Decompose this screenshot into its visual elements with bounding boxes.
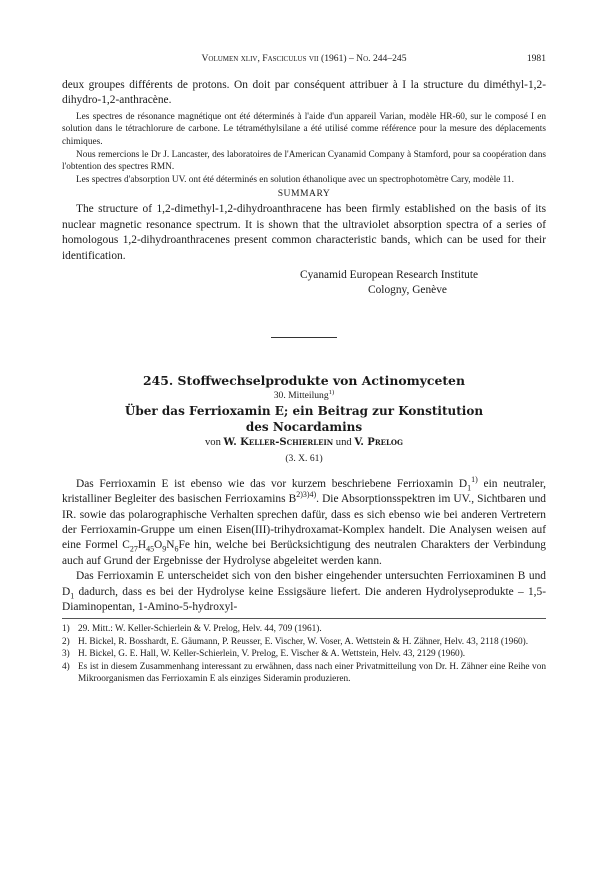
footnote-text: 29. Mitt.: W. Keller-Schierlein & V. Prelog, Helv. 44, 709 (1961). [78,624,322,635]
series-footnote-ref: 1) [328,388,335,396]
article-subtitle-line1: Über das Ferrioxamin E; ein Beitrag zur Konstitution [124,403,484,418]
affiliation [300,268,546,299]
footnote-number: 3) [62,649,70,660]
p2-part-b: dadurch, dass es bei der Hydrolyse keine Essigsäure liefert. Die anderen Hydrolyseprodukte – 1,5-Diaminopentan, 1-Amino-5-hydroxyl- [62,585,546,614]
article-subtitle-line2: des Nocardamins [245,419,363,434]
nmr-note: Les spectres de résonance magnétique ont été déterminés à l'aide d'un appareil Varian, modèle HR-60, sur le composé I en solution dans le tétrachlorure de carbone. Le tétraméthylsilane a été utilisé comme référence pour la mesure des déplacements chimiques. [62,111,546,147]
p1-ref-2: 2)3)4) [296,490,317,500]
running-head [62,52,546,66]
page-number: 1981 [526,53,546,64]
footnote-text: Es ist in diesem Zusammenhang interessant zu erwähnen, dass nach einer Privatmitteilung von Dr. H. Zähner eine Reihe von Mikroorganismen das Ferrioxamin E als einziges Sideramin produzieren. [78,661,546,685]
summary-text: The structure of 1,2-dimethyl-1,2-dihydroanthracene has been firmly established on the basis of its nuclear magnetic resonance spectrum. It is shown that the ultraviolet absorption spectra of a series of homologous 1,2-dihydroanthracenes present common characteristic bands, which can be used for their identification. [62,203,546,262]
formula-n: 6 [174,544,179,554]
p1-part-c: . Die Absorptionsspektren im UV., Sichtbaren und IR. sowie das polarographische Verhalten sprechen dafür, dass es sich ebenso wie bei anderen Vertretern der Ferrioxamin-Gruppe um einen Eisen(III)-trihydroxamat-Komplex handelt. Die Analysen weisen auf eine Formel C [62,493,546,552]
continued-paragraph: deux groupes différents de protons. On doit par conséquent attribuer à I la structure du diméthyl-1,2-dihydro-1,2-anthracène. [62,79,546,107]
author-2: V. Prelog [354,436,403,448]
affiliation-institute: Cyanamid European Research Institute [300,269,479,281]
footnote [62,648,546,660]
formula-fe: Fe [178,539,190,552]
author-1: W. Keller-Schierlein [223,436,334,448]
byline [62,435,546,451]
body-paragraph-1 [62,477,546,569]
footnote [62,661,546,686]
footnote [62,636,546,648]
formula-o-label: O [154,539,163,552]
byline-und: und [335,436,352,448]
footnote [62,623,546,635]
footnote-number: 4) [62,661,70,672]
p1-part-b: ein neutraler, kristalliner Begleiter des basischen Ferrioxamins B [62,477,547,506]
uv-note: Les spectres d'absorption UV. ont été déterminés en solution éthanolique avec un spectrophotomètre Cary, modèle 11. [76,174,514,185]
article-title: 245. Stoffwechselprodukte von Actinomyceten [143,372,465,388]
section-divider [271,337,337,338]
formula-n-label: N [166,539,175,552]
formula-h: 45 [146,544,155,554]
series-number [62,389,546,403]
footnote-rule [62,618,546,619]
body-paragraph-2 [62,569,546,615]
footnote-text: H. Bickel, G. E. Hall, W. Keller-Schierlein, V. Prelog, E. Vischer & A. Wettstein, Helv. 43, 2129 (1960). [78,649,466,660]
page [62,52,546,686]
byline-von: von [205,436,221,448]
summary-heading: SUMMARY [277,188,331,200]
footnote-text: H. Bickel, R. Bosshardt, E. Gäumann, P. Reusser, E. Vischer, W. Voser, A. Wettstein & H. Zähner, Helv. 43, 2118 (1960). [78,636,529,647]
series-label: 30. Mitteilung [273,389,329,401]
footnote-number: 1) [62,624,70,635]
p1-ref-1: 1) [471,475,478,485]
acknowledgement: Nous remercions le Dr J. Lancaster, des laboratoires de l'American Cyanamid Company à Stamford, pour sa coopération dans l'obtention des spectres RMN. [62,149,546,173]
formula-c: 27 [129,544,138,554]
running-title: Volumen xliv, Fasciculus vii (1961) – No. 244–245 [201,53,407,64]
footnote-number: 2) [62,636,70,647]
p1-sub: 1 [467,483,472,493]
p1-part-a: Das Ferrioxamin E ist ebenso wie das vor kurzem beschriebene Ferrioxamin D [76,477,468,490]
p2-part-a: Das Ferrioxamin E unterscheidet sich von den bisher eingehender untersuchten Ferrioxaminen B und D [62,570,546,598]
p1-part-d: hin, welche bei Berücksichtigung des neutralen Charakters der Verbindung auch auf Grund der Ergebnisse der Hydrolyse abgeleitet werden kann. [62,539,546,567]
formula-h-label: H [137,539,147,552]
received-date: (3. X. 61) [285,452,323,464]
affiliation-city: Cologny, Genève [368,284,447,297]
footnotes [62,623,546,685]
p2-sub: 1 [70,590,75,600]
formula-o: 9 [162,544,167,554]
